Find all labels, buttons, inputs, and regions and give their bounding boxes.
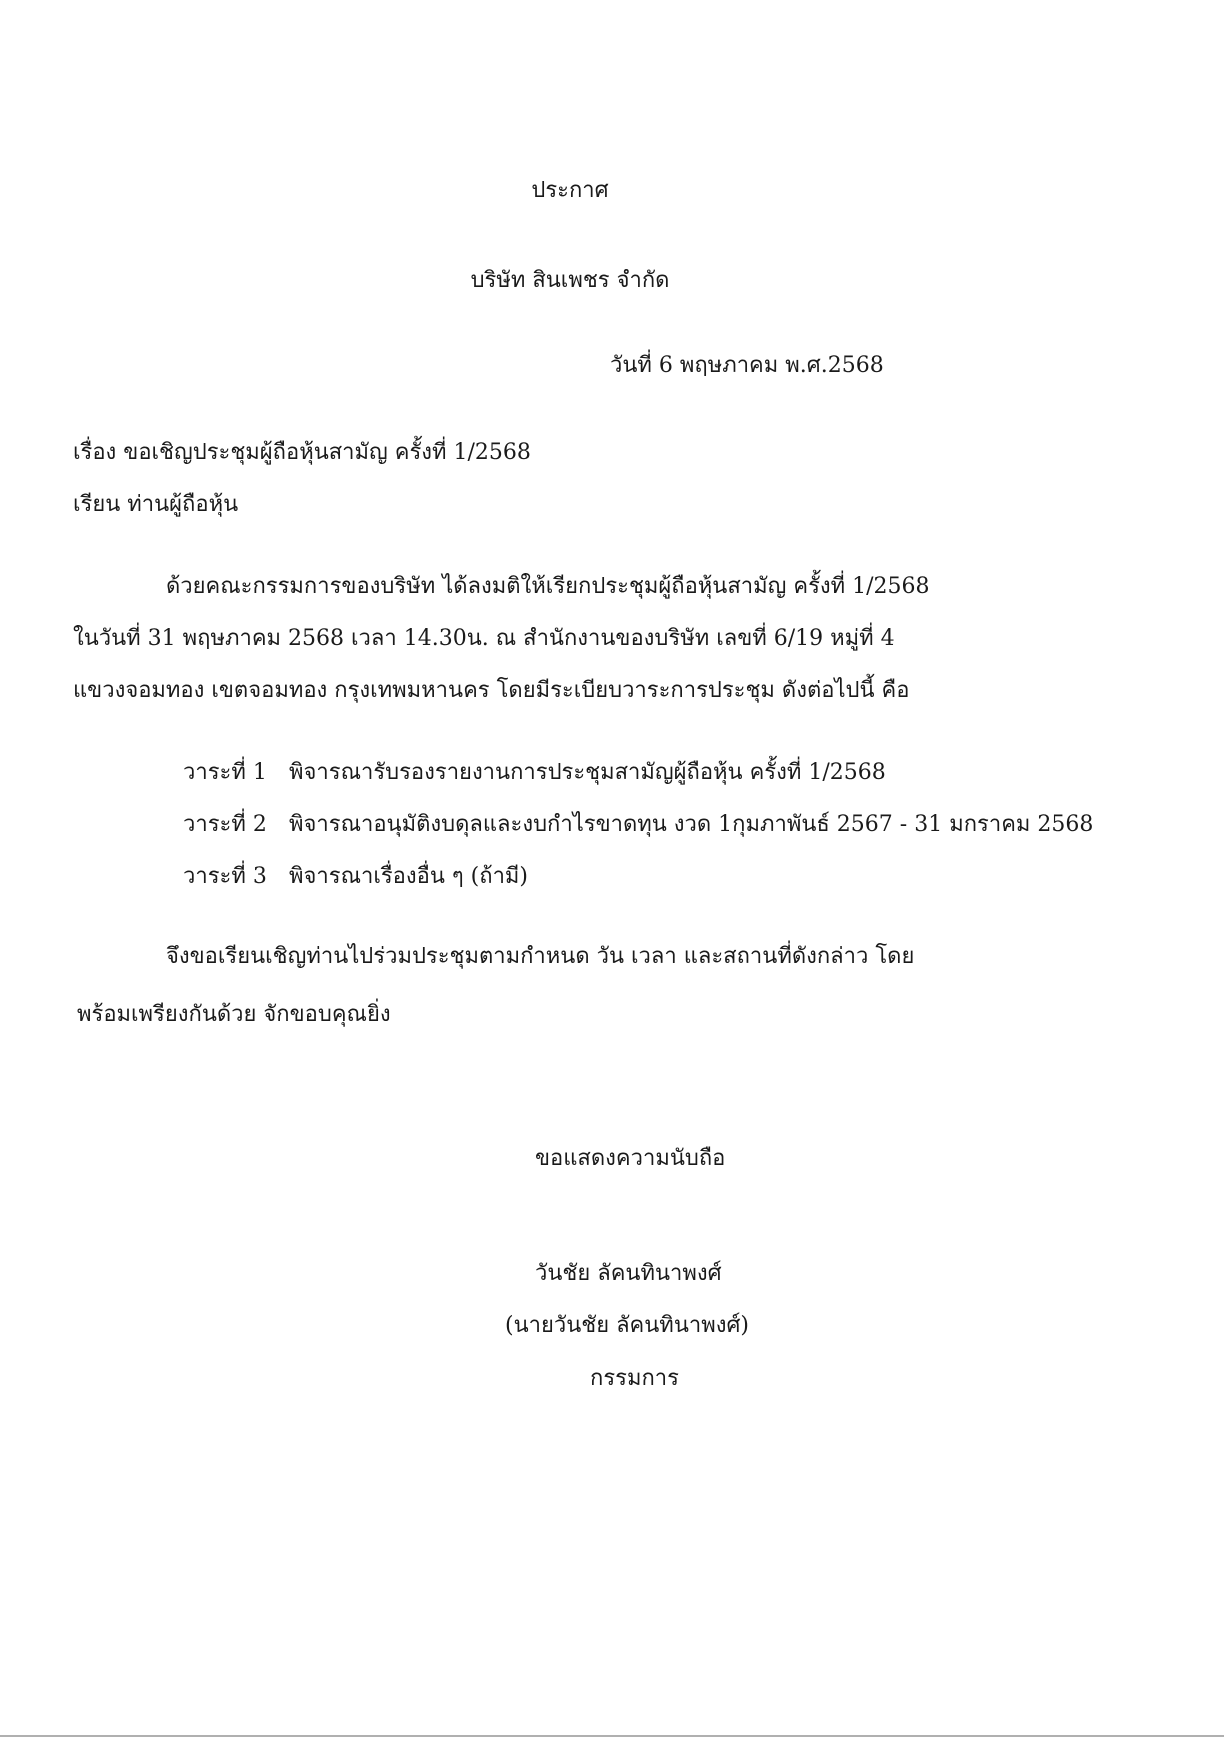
announcement-date: วันที่ 6 พฤษภาคม พ.ศ.2568 [610, 353, 884, 378]
agenda-item [183, 866, 528, 888]
agenda-number: วาระที่ 1 [183, 760, 267, 785]
body-paragraph-2-line-2: พร้อมเพรียงกันด้วย จักขอบคุณยิ่ง [77, 1002, 391, 1027]
signatory-full-name: (นายวันชัย ลัคนทินาพงศ์) [505, 1313, 749, 1338]
scan-edge-divider [0, 1735, 1224, 1737]
agenda-item [183, 762, 886, 784]
subject-line: เรื่อง ขอเชิญประชุมผู้ถือหุ้นสามัญ ครั้งที่ 1/2568 [73, 440, 531, 465]
signature-name: วันชัย ลัคนทินาพงศ์ [535, 1261, 722, 1286]
agenda-number: วาระที่ 3 [183, 864, 267, 889]
body-paragraph-2-line-1: จึงขอเรียนเชิญท่านไปร่วมประชุมตามกำหนด วัน เวลา และสถานที่ดังกล่าว โดย [166, 944, 915, 969]
agenda-text: พิจารณาเรื่องอื่น ๆ (ถ้ามี) [289, 864, 529, 889]
agenda-item [183, 814, 1093, 836]
agenda-text: พิจารณารับรองรายงานการประชุมสามัญผู้ถือหุ้น ครั้งที่ 1/2568 [289, 760, 886, 785]
company-name: บริษัท สินเพชร จำกัด [470, 268, 670, 293]
announcement-title: ประกาศ [531, 178, 609, 203]
body-paragraph-1-line-1: ด้วยคณะกรรมการของบริษัท ได้ลงมติให้เรียกประชุมผู้ถือหุ้นสามัญ ครั้งที่ 1/2568 [166, 574, 930, 599]
agenda-number: วาระที่ 2 [183, 812, 267, 837]
recipient-line: เรียน ท่านผู้ถือหุ้น [73, 492, 239, 517]
signatory-position: กรรมการ [590, 1366, 679, 1391]
body-paragraph-1-line-3: แขวงจอมทอง เขตจอมทอง กรุงเทพมหานคร โดยมีระเบียบวาระการประชุม ดังต่อไปนี้ คือ [73, 678, 910, 703]
body-paragraph-1-line-2: ในวันที่ 31 พฤษภาคม 2568 เวลา 14.30น. ณ สำนักงานของบริษัท เลขที่ 6/19 หมู่ที่ 4 [73, 626, 895, 651]
agenda-text: พิจารณาอนุมัติงบดุลและงบกำไรขาดทุน งวด 1กุมภาพันธ์ 2567 - 31 มกราคม 2568 [289, 812, 1094, 837]
closing-phrase: ขอแสดงความนับถือ [535, 1146, 726, 1171]
